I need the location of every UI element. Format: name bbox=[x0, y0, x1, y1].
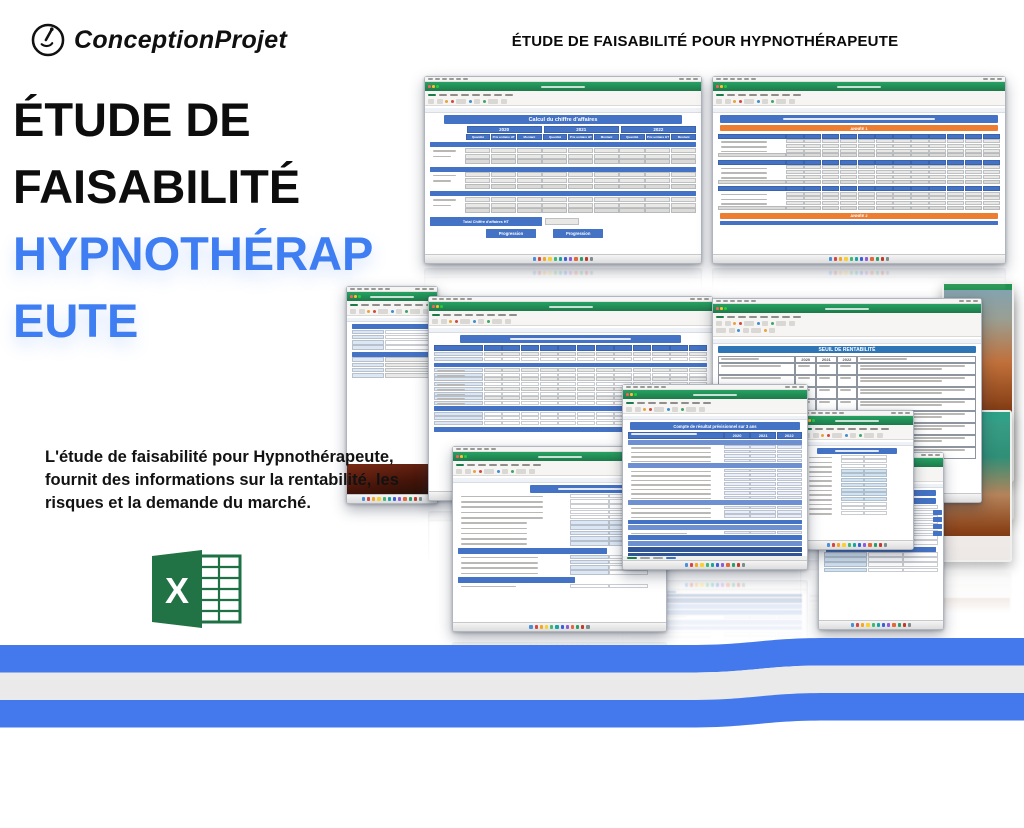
table-row bbox=[801, 473, 913, 477]
excel-x-letter: X bbox=[164, 570, 190, 611]
table-row bbox=[429, 352, 712, 357]
table-row: 2020 2021 2022 bbox=[713, 356, 981, 363]
table-row bbox=[425, 154, 701, 159]
table-row bbox=[623, 482, 807, 486]
reflection-of-calcul-chiffre-affaires bbox=[424, 268, 702, 296]
table-row bbox=[623, 496, 807, 500]
minimize-icon bbox=[826, 806, 829, 809]
table-row bbox=[801, 492, 913, 496]
table-row bbox=[713, 196, 1005, 200]
table-row bbox=[819, 761, 943, 765]
title-line-4: EUTE bbox=[13, 294, 139, 347]
logo-icon bbox=[30, 22, 66, 58]
minimize-icon bbox=[808, 419, 811, 422]
zoom-icon bbox=[634, 393, 637, 396]
mac-dock bbox=[713, 269, 1005, 278]
table-row bbox=[713, 144, 1005, 148]
close-icon bbox=[428, 85, 431, 88]
table-row bbox=[347, 357, 437, 362]
zoom-icon bbox=[724, 307, 727, 310]
year-band: ANNÉE 2 bbox=[720, 213, 997, 219]
window-titlebar bbox=[623, 390, 807, 399]
minimize-icon bbox=[460, 455, 463, 458]
logo bbox=[30, 22, 287, 58]
mac-dock bbox=[425, 269, 701, 278]
window-titlebar bbox=[801, 416, 913, 425]
window-titlebar bbox=[425, 82, 701, 91]
excel-ribbon bbox=[425, 91, 701, 106]
table-row bbox=[713, 186, 1005, 191]
excel-window-amortissements bbox=[800, 410, 914, 550]
window-titlebar bbox=[713, 304, 981, 313]
table-row bbox=[713, 160, 1005, 165]
excel-ribbon bbox=[623, 399, 807, 414]
table-title-banner bbox=[817, 448, 898, 454]
title-line-2: FAISABILITÉ bbox=[13, 160, 301, 213]
spreadsheet-area: Calcul du chiffre d'affaires 2020 2021 2022 Quantité Prix unitaire HT Montant Quantité Prix unitaire HT Montant Quantité Prix unitaire HT Montant Total Chiffre d'affaires HT Progression Progression bbox=[425, 108, 701, 254]
header-kicker: ÉTUDE DE FAISABILITÉ POUR HYPNOTHÉRAPEUTE bbox=[511, 33, 899, 50]
table-row bbox=[347, 363, 437, 368]
close-icon bbox=[456, 455, 459, 458]
mac-menubar bbox=[623, 760, 807, 765]
table-row bbox=[819, 568, 943, 572]
table-row bbox=[713, 149, 1005, 153]
mac-dock bbox=[819, 620, 943, 629]
table-row bbox=[819, 756, 943, 760]
minimize-icon bbox=[432, 85, 435, 88]
mac-dock bbox=[623, 560, 807, 569]
table-title-banner: Calcul du chiffre d'affaires bbox=[444, 115, 681, 124]
table-row bbox=[623, 487, 807, 491]
mac-menubar bbox=[453, 822, 666, 827]
table-row bbox=[623, 506, 807, 510]
table-row bbox=[429, 345, 712, 351]
table-row bbox=[623, 469, 807, 473]
minimize-icon bbox=[720, 307, 723, 310]
zoom-icon bbox=[724, 85, 727, 88]
table-row bbox=[429, 377, 712, 381]
excel-window-calcul-chiffre-affaires bbox=[424, 76, 702, 264]
table-row bbox=[713, 170, 1005, 174]
table-row bbox=[425, 178, 701, 183]
table-row bbox=[819, 552, 943, 556]
table-row bbox=[801, 488, 913, 492]
table-row bbox=[453, 760, 666, 765]
table-row: Quantité Prix unitaire HT Montant Quantité Prix unitaire HT Montant Quantité Prix unitaire HT Montant bbox=[425, 134, 701, 140]
table-row bbox=[425, 148, 701, 153]
table-row bbox=[713, 175, 1005, 179]
excel-window-compte-resultat bbox=[622, 384, 808, 570]
minimize-icon bbox=[630, 754, 633, 757]
table-row bbox=[801, 506, 913, 510]
zoom-icon bbox=[464, 455, 467, 458]
reflection-of-photo-backdrop-right-3 bbox=[934, 572, 1012, 622]
table-row bbox=[713, 153, 1005, 157]
table-title-banner bbox=[720, 115, 997, 123]
table-row bbox=[425, 172, 701, 177]
minimize-icon bbox=[630, 393, 633, 396]
excel-ribbon bbox=[713, 313, 981, 337]
bottom-stripes-decoration bbox=[0, 632, 1024, 752]
mac-dock bbox=[425, 254, 701, 263]
spreadsheet-area bbox=[713, 108, 1005, 254]
description: L'étude de faisabilité pour Hypnothérapeute, fournit des informations sur la rentabilité, les risques et la demande du marché. bbox=[45, 447, 399, 513]
mac-dock bbox=[453, 622, 666, 631]
year-band: ANNÉE 1 bbox=[720, 125, 997, 131]
table-row: 2020 2021 2022 bbox=[425, 126, 701, 133]
table-row bbox=[801, 459, 913, 463]
close-icon bbox=[716, 85, 719, 88]
zoom-icon bbox=[634, 754, 637, 757]
title-line-1: ÉTUDE DE bbox=[13, 93, 251, 146]
table-row bbox=[453, 765, 666, 770]
close-icon bbox=[432, 305, 435, 308]
window-titlebar bbox=[623, 751, 807, 760]
window-titlebar bbox=[429, 302, 712, 311]
table-row bbox=[425, 159, 701, 164]
window-titlebar bbox=[713, 82, 1005, 91]
close-icon bbox=[716, 307, 719, 310]
table-row bbox=[801, 497, 913, 501]
table-row bbox=[801, 478, 913, 482]
table-row bbox=[453, 584, 666, 589]
spreadsheet-area bbox=[623, 416, 807, 560]
excel-ribbon bbox=[453, 798, 666, 813]
table-row bbox=[425, 203, 701, 208]
excel-ribbon bbox=[819, 788, 943, 803]
table-row bbox=[623, 454, 807, 458]
table-row bbox=[713, 165, 1005, 169]
zoom-icon bbox=[812, 419, 815, 422]
table-row bbox=[623, 459, 807, 463]
mac-menubar bbox=[819, 812, 943, 817]
table-row bbox=[713, 206, 1005, 210]
table-row bbox=[623, 445, 807, 449]
excel-window-budget-previsionnel-mensuel bbox=[712, 76, 1006, 264]
table-row bbox=[347, 373, 437, 378]
table-row bbox=[347, 368, 437, 373]
table-row bbox=[801, 511, 913, 515]
window-titlebar bbox=[819, 803, 943, 812]
table-row bbox=[425, 184, 701, 189]
zoom-icon bbox=[440, 305, 443, 308]
table-row bbox=[623, 491, 807, 495]
close-icon bbox=[456, 816, 459, 819]
table-row bbox=[453, 776, 666, 781]
excel-logo-icon bbox=[148, 546, 246, 634]
table-title-banner: Compte de résultat prévisionnel sur 3 ans bbox=[630, 422, 799, 430]
logo-text: ConceptionProjet bbox=[74, 25, 288, 54]
window-titlebar bbox=[944, 284, 1012, 290]
table-row bbox=[819, 562, 943, 566]
table-row bbox=[623, 478, 807, 482]
excel-ribbon bbox=[429, 311, 712, 326]
table-row bbox=[801, 469, 913, 473]
table-row bbox=[819, 557, 943, 561]
zoom-icon bbox=[464, 816, 467, 819]
table-row bbox=[801, 464, 913, 468]
table-title-banner bbox=[826, 774, 935, 780]
zoom-icon bbox=[830, 806, 833, 809]
spreadsheet-area bbox=[801, 442, 913, 542]
zoom-icon bbox=[436, 85, 439, 88]
minimize-icon bbox=[720, 85, 723, 88]
mac-dock bbox=[713, 254, 1005, 263]
table-row bbox=[623, 514, 807, 518]
table-row bbox=[623, 473, 807, 477]
table-row: 2020 2021 2022 bbox=[623, 432, 807, 439]
window-titlebar bbox=[453, 813, 666, 822]
table-row bbox=[453, 770, 666, 775]
table-row bbox=[425, 197, 701, 202]
table-row bbox=[713, 180, 1005, 184]
table-row bbox=[429, 373, 712, 377]
table-title-banner: SEUIL DE RENTABILITÉ bbox=[718, 346, 975, 353]
close-icon bbox=[822, 806, 825, 809]
minimize-icon bbox=[460, 816, 463, 819]
table-row bbox=[453, 755, 666, 760]
table-row bbox=[713, 192, 1005, 196]
table-row bbox=[801, 502, 913, 506]
mac-dock bbox=[801, 540, 913, 549]
table-row bbox=[453, 570, 666, 575]
table-row bbox=[713, 139, 1005, 143]
table-row bbox=[425, 208, 701, 213]
excel-ribbon bbox=[801, 425, 913, 440]
table-row bbox=[429, 357, 712, 362]
title-line-3: HYPNOTHÉRAP bbox=[13, 227, 374, 280]
page-title bbox=[13, 86, 373, 354]
table-row bbox=[713, 363, 981, 375]
table-row bbox=[623, 450, 807, 454]
close-icon bbox=[626, 754, 629, 757]
table-row bbox=[713, 201, 1005, 205]
close-icon bbox=[626, 393, 629, 396]
minimize-icon bbox=[436, 305, 439, 308]
table-row bbox=[801, 483, 913, 487]
table-row bbox=[713, 134, 1005, 139]
table-row bbox=[801, 455, 913, 459]
table-title-banner bbox=[530, 781, 658, 789]
excel-ribbon bbox=[713, 91, 1005, 106]
table-title-banner bbox=[826, 766, 935, 772]
table-row bbox=[429, 368, 712, 372]
table-title-banner bbox=[460, 335, 681, 343]
table-row bbox=[623, 510, 807, 514]
table-row bbox=[623, 531, 807, 535]
